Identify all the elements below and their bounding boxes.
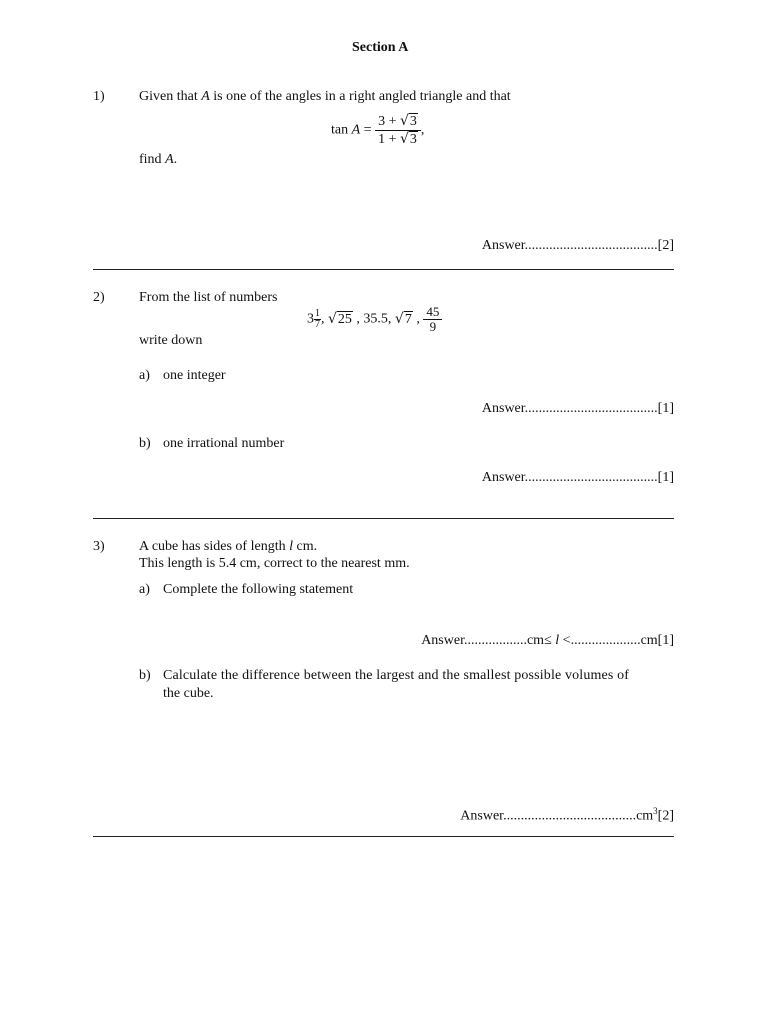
q3-b-text-line1: Calculate the difference between the largest and the smallest possible volumes of	[163, 668, 630, 683]
q1-fraction	[375, 113, 421, 148]
q2-b-text: one irrational number	[163, 436, 285, 451]
q3-a-mid2: <	[559, 633, 571, 648]
q2-b-label: b)	[139, 436, 151, 451]
q1-num-radicand: 3	[409, 114, 417, 129]
q2-a-answer-label: Answer	[481, 401, 525, 416]
q1-answer-label: Answer	[481, 238, 525, 253]
q3-b-answer-line[interactable]	[460, 806, 674, 825]
q2-a-answer-field[interactable]: ......................................	[524, 401, 658, 416]
q3-a-end: cm[1]	[640, 633, 674, 648]
q1-find-end: .	[173, 152, 178, 167]
q2-radicand-7: 7	[404, 312, 412, 327]
q2-write-down: write down	[139, 333, 203, 348]
q3-line1-start: A cube has sides of length	[139, 539, 290, 554]
q3-a-var: l	[555, 633, 560, 648]
q3-b-answer-field[interactable]: ......................................	[503, 808, 637, 824]
q2-b-marks: [1]	[657, 470, 674, 485]
q2-a-text: one integer	[163, 368, 226, 383]
q2-a-answer-line[interactable]	[482, 401, 674, 417]
q3-a-mid1: cm≤	[526, 633, 556, 648]
q2-b-answer-line[interactable]	[482, 470, 674, 486]
q2-sqrt-7	[395, 311, 413, 328]
q2-fraction-45-9	[423, 305, 442, 334]
sqrt-icon: √	[399, 131, 409, 147]
q3-line1-end: cm.	[292, 539, 318, 554]
q1-num-int: 3 +	[378, 114, 400, 129]
q1-num-sqrt	[400, 113, 418, 130]
q1-number: 1)	[93, 89, 105, 104]
q1-den-int: 1 +	[378, 132, 400, 147]
q3-a-text: Complete the following statement	[163, 582, 354, 597]
q1-den-radicand: 3	[409, 132, 417, 147]
q2-prompt: From the list of numbers	[139, 290, 278, 305]
q1-prompt-start: Given that	[139, 89, 202, 104]
q1-prompt-end: is one of the angles in a right angled triangle and that	[209, 89, 511, 104]
q2-frac-den: 9	[429, 319, 437, 334]
q1-eq-fn: tan	[331, 122, 352, 138]
q2-number-list	[307, 305, 442, 334]
q1-find-text: find	[139, 152, 166, 167]
q1-marks: [2]	[657, 238, 674, 253]
divider-q1	[93, 269, 674, 270]
q1-den-sqrt	[400, 131, 418, 148]
q2-mixed-fraction	[314, 309, 321, 330]
q3-b-label: b)	[139, 668, 151, 683]
q2-number: 2)	[93, 290, 105, 305]
divider-q3	[93, 836, 674, 837]
q3-line1-var: l	[289, 539, 293, 554]
q2-radicand-25: 25	[337, 312, 352, 327]
q1-eq-var: A	[351, 122, 361, 138]
q2-sep3: ,	[412, 311, 424, 327]
q3-a-answer-line[interactable]	[421, 633, 674, 649]
q1-answer-line[interactable]	[482, 238, 674, 254]
q3-b-text-line2: the cube.	[163, 686, 214, 701]
sqrt-icon: √	[394, 311, 404, 327]
q3-b-answer-label: Answer	[460, 808, 504, 824]
q1-prompt	[139, 89, 511, 105]
q1-eq-equals: =	[360, 122, 376, 138]
section-title: Section A	[352, 40, 409, 55]
sqrt-icon: √	[399, 113, 409, 129]
q1-fraction-numerator	[375, 113, 421, 131]
q1-fraction-denominator	[375, 131, 421, 148]
q2-sep1: ,	[321, 311, 328, 327]
q2-b-answer-field[interactable]: ......................................	[524, 470, 658, 485]
q3-b-marks: [2]	[657, 808, 674, 824]
q2-a-label: a)	[139, 368, 150, 383]
q2-frac-num: 45	[423, 305, 442, 320]
q3-line2: This length is 5.4 cm, correct to the nearest mm.	[139, 556, 410, 571]
q3-a-label: a)	[139, 582, 150, 597]
q1-find-var: A	[165, 152, 174, 167]
q3-number: 3)	[93, 539, 105, 554]
q3-b-unit: cm	[636, 808, 654, 824]
q1-eq-lhs	[331, 123, 375, 138]
sqrt-icon: √	[328, 311, 337, 327]
q2-mixed-whole: 3	[307, 311, 314, 327]
q2-sep2: , 35.5,	[352, 311, 395, 327]
q3-line1	[139, 539, 317, 555]
q3-a-answer-field-upper[interactable]: ....................	[570, 633, 641, 648]
q1-find	[139, 152, 177, 168]
q1-answer-field[interactable]: ......................................	[524, 238, 658, 253]
q3-a-answer-field-lower[interactable]: ..................	[463, 633, 527, 648]
q1-eq-tail: ,	[420, 122, 425, 138]
q2-mixed-num: 1	[315, 308, 320, 319]
q3-a-answer-label: Answer	[421, 633, 464, 648]
q3-b-unit-power: 3	[653, 806, 658, 816]
q2-sqrt-25	[328, 311, 353, 328]
divider-q2	[93, 518, 674, 519]
q1-prompt-var: A	[201, 89, 210, 104]
q2-a-marks: [1]	[657, 401, 674, 416]
q1-equation	[331, 113, 424, 148]
q2-mixed-den: 7	[315, 319, 320, 330]
q2-b-answer-label: Answer	[481, 470, 525, 485]
